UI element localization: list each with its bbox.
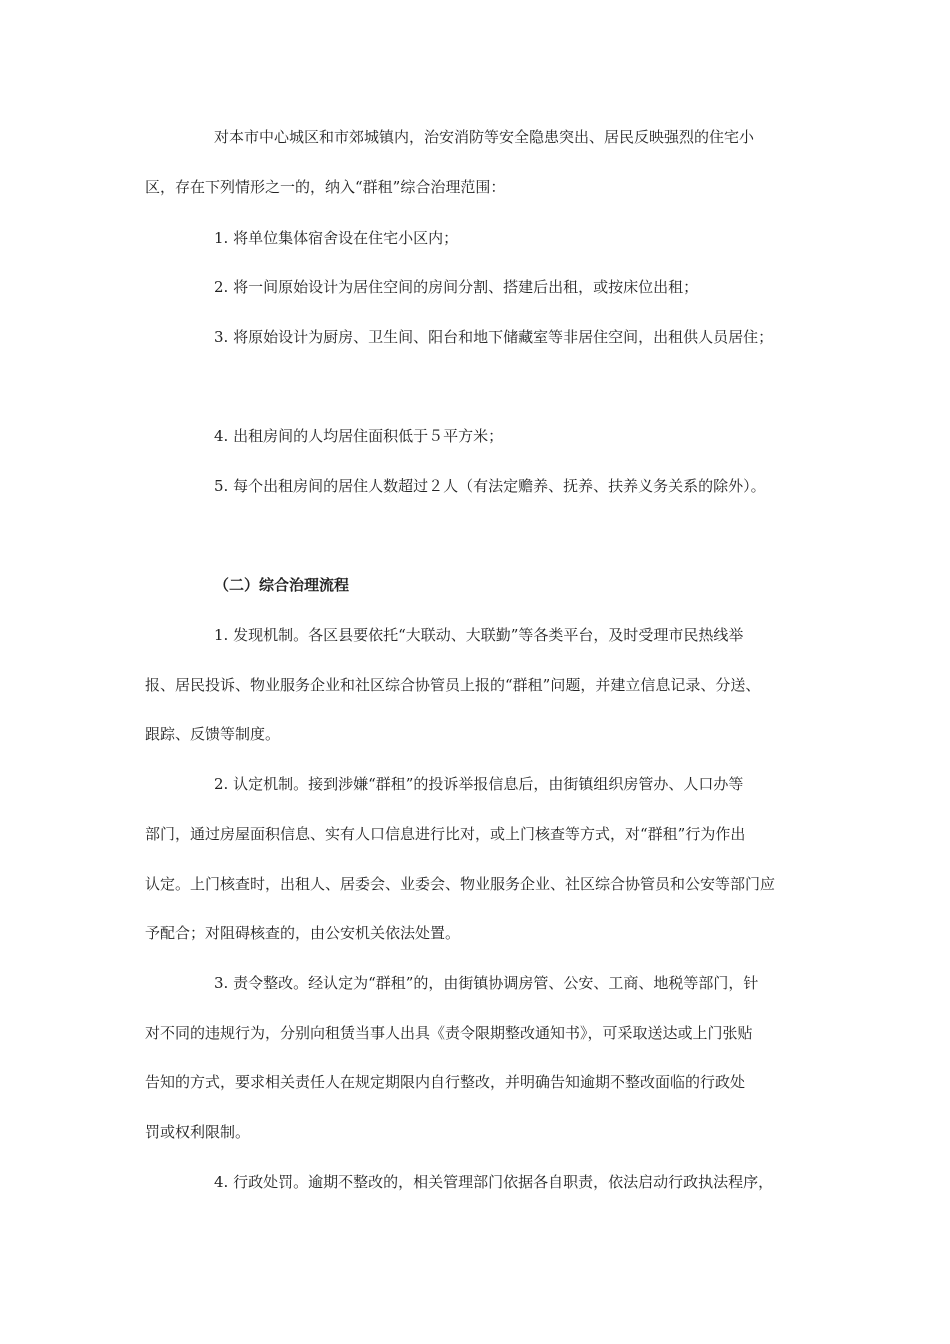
process-2-line-1: 2. 认定机制。接到涉嫌“群租”的投诉举报信息后，由街镇组织房管办、人口办等 [214, 775, 744, 793]
condition-item-4: 4. 出租房间的人均居住面积低于５平方米； [214, 427, 504, 445]
intro-line-1: 对本市中心城区和市郊城镇内，治安消防等安全隐患突出、居民反映强烈的住宅小 [214, 128, 755, 146]
process-3-line-3: 告知的方式，要求相关责任人在规定期限内自行整改，并明确告知逾期不整改面临的行政处 [145, 1073, 746, 1091]
section-heading: （二）综合治理流程 [214, 576, 350, 594]
process-2-line-4: 予配合；对阻碍核查的，由公安机关依法处置。 [145, 924, 461, 942]
process-3-line-4: 罚或权利限制。 [145, 1123, 251, 1141]
condition-item-3: 3. 将原始设计为厨房、卫生间、阳台和地下储藏室等非居住空间，出租供人员居住； [214, 328, 774, 346]
process-1-line-1: 1. 发现机制。各区县要依托“大联动、大联勤”等各类平台，及时受理市民热线举 [214, 626, 744, 644]
process-1-line-3: 跟踪、反馈等制度。 [145, 725, 281, 743]
process-2-line-3: 认定。上门核查时，出租人、居委会、业委会、物业服务企业、社区综合协管员和公安等部门应 [145, 875, 776, 893]
process-3-line-2: 对不同的违规行为，分别向租赁当事人出具《责令限期整改通知书》，可采取送达或上门张贴 [145, 1024, 753, 1042]
process-4-line-1: 4. 行政处罚。逾期不整改的，相关管理部门依据各自职责，依法启动行政执法程序， [214, 1173, 774, 1191]
process-2-line-2: 部门，通过房屋面积信息、实有人口信息进行比对，或上门核查等方式，对“群租”行为作出 [145, 825, 746, 843]
process-3-line-1: 3. 责令整改。经认定为“群租”的，由街镇协调房管、公安、工商、地税等部门，针 [214, 974, 759, 992]
condition-item-5: 5. 每个出租房间的居住人数超过２人（有法定赡养、抚养、扶养义务关系的除外）。 [214, 477, 766, 495]
condition-item-1: 1. 将单位集体宿舍设在住宅小区内； [214, 229, 459, 247]
condition-item-2: 2. 将一间原始设计为居住空间的房间分割、搭建后出租，或按床位出租； [214, 278, 699, 296]
intro-line-2: 区，存在下列情形之一的，纳入“群租”综合治理范围： [145, 178, 506, 196]
process-1-line-2: 报、居民投诉、物业服务企业和社区综合协管员上报的“群租”问题，并建立信息记录、分送、 [145, 676, 761, 694]
